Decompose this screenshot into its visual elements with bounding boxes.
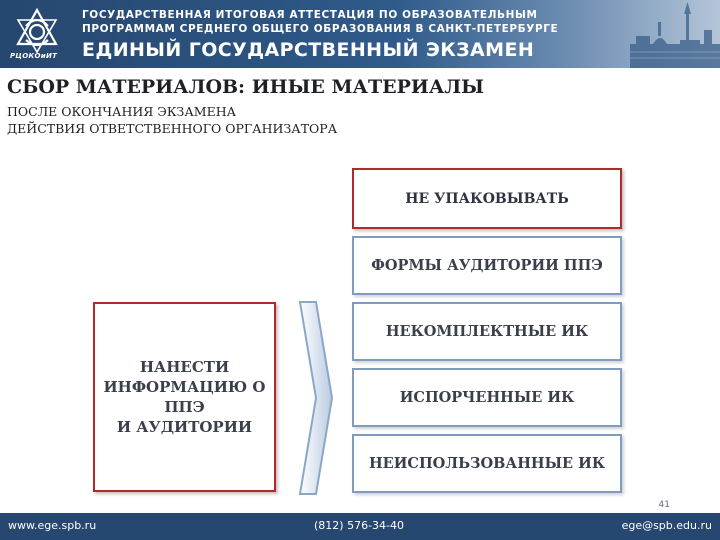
footer-email-link[interactable]: ege@spb.edu.ru — [621, 519, 712, 532]
apply-info-line: ППЭ — [164, 398, 205, 416]
header-line-2: ПРОГРАММАМ СРЕДНЕГО ОБЩЕГО ОБРАЗОВАНИЯ В САНКТ-ПЕТЕРБУРГЕ — [82, 23, 559, 35]
footer-phone: (812) 576-34-40 — [314, 519, 405, 532]
apply-info-line: НАНЕСТИ — [139, 358, 230, 376]
do-not-pack-box: НЕ УПАКОВЫВАТЬ — [352, 168, 622, 229]
slide-title: СБОР МАТЕРИАЛОВ: ИНЫЕ МАТЕРИАЛЫ — [7, 76, 484, 98]
incomplete-kits-box: НЕКОМПЛЕКТНЫЕ ИК — [352, 302, 622, 361]
header-banner — [0, 0, 720, 68]
page-number: 41 — [658, 500, 670, 510]
city-skyline-image — [600, 0, 720, 68]
damaged-kits-box: ИСПОРЧЕННЫЕ ИК — [352, 368, 622, 427]
header-line-1: ГОСУДАРСТВЕННАЯ ИТОГОВАЯ АТТЕСТАЦИЯ ПО ОБРАЗОВАТЕЛЬНЫМ — [82, 9, 538, 21]
apply-info-line: ИНФОРМАЦИЮ О — [103, 378, 266, 396]
apply-info-box — [93, 302, 276, 492]
logo-caption: РЦОКОиИТ — [10, 52, 58, 60]
audience-forms-box: ФОРМЫ АУДИТОРИИ ППЭ — [352, 236, 622, 295]
slide-subtitle-line-2: ДЕЙСТВИЯ ОТВЕТСТВЕННОГО ОРГАНИЗАТОРА — [7, 121, 338, 136]
chevron-right-icon — [298, 300, 334, 496]
slide-subtitle-line-1: ПОСЛЕ ОКОНЧАНИЯ ЭКЗАМЕНА — [7, 104, 237, 119]
apply-info-line: И АУДИТОРИИ — [116, 418, 253, 436]
header-title: ЕДИНЫЙ ГОСУДАРСТВЕННЫЙ ЭКЗАМЕН — [82, 39, 535, 61]
unused-kits-box: НЕИСПОЛЬЗОВАННЫЕ ИК — [352, 434, 622, 493]
footer-website-link[interactable]: www.ege.spb.ru — [8, 519, 97, 532]
